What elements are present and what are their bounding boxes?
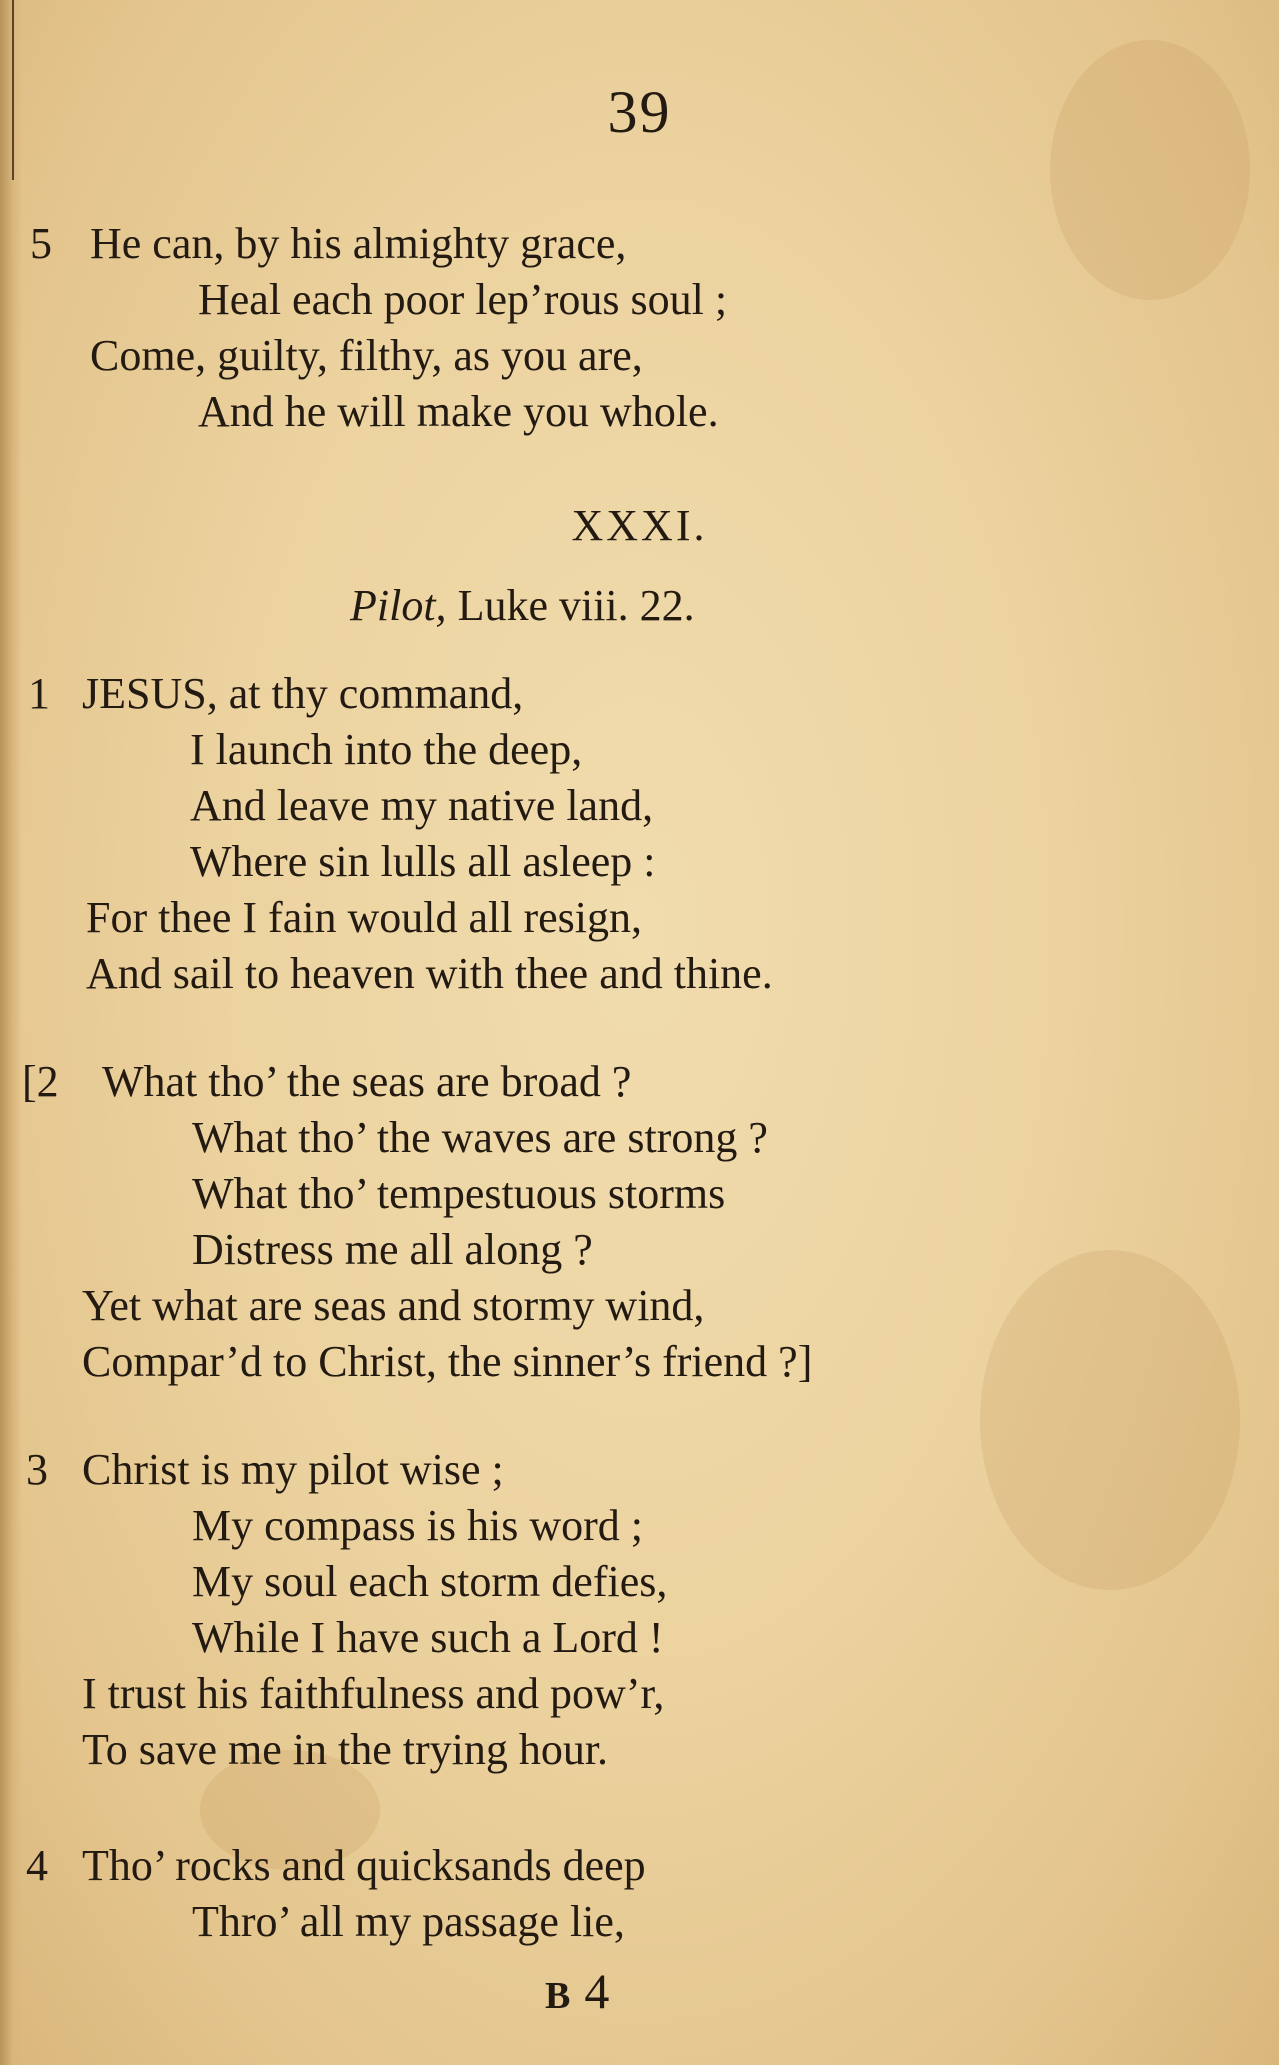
verse-line: Where sin lulls all asleep :	[190, 837, 656, 886]
verse-line: Come, guilty, filthy, as you are,	[90, 331, 643, 380]
signature-number: 4	[584, 1963, 610, 2019]
verse-line: JESUS, at thy command,	[82, 669, 524, 718]
verse-number: [2	[22, 1057, 59, 1106]
hymn-number: XXXI.	[571, 501, 708, 550]
signature-letter: B	[545, 1975, 571, 2017]
scripture-reference: Luke viii. 22.	[457, 581, 695, 630]
verse-line: What tho’ the waves are strong ?	[192, 1113, 768, 1162]
verse-line: Tho’ rocks and quicksands deep	[82, 1841, 646, 1890]
verse-line: My soul each storm defies,	[192, 1557, 668, 1606]
verse-line: Yet what are seas and stormy wind,	[82, 1281, 705, 1330]
verse-number: 1	[28, 669, 50, 718]
verse-line: I trust his faithfulness and pow’r,	[82, 1669, 665, 1718]
verse-line: My compass is his word ;	[192, 1501, 643, 1550]
verse-line: And he will make you whole.	[198, 387, 719, 436]
paper-stain	[980, 1250, 1240, 1590]
verse-line: He can, by his almighty grace,	[90, 219, 627, 268]
tune-name: Pilot,	[350, 581, 447, 630]
verse-line: Heal each poor lep’rous soul ;	[198, 275, 728, 324]
verse-line: And leave my native land,	[190, 781, 654, 830]
verse-line: What tho’ the seas are broad ?	[102, 1057, 632, 1106]
verse-line: Distress me all along ?	[192, 1225, 593, 1274]
verse-line: To save me in the trying hour.	[82, 1725, 609, 1774]
verse-number: 5	[30, 219, 52, 268]
verse-line: Thro’ all my passage lie,	[192, 1897, 625, 1946]
hymn-tune-line	[350, 580, 695, 631]
verse-line: Compar’d to Christ, the sinner’s friend ?]	[82, 1337, 813, 1386]
verse-line: I launch into the deep,	[190, 725, 583, 774]
page-spine-edge	[0, 0, 22, 2065]
verse-line: What tho’ tempestuous storms	[192, 1169, 726, 1218]
verse-number: 4	[26, 1841, 48, 1890]
printer-signature-mark	[545, 1962, 609, 2020]
verse-number: 3	[26, 1445, 48, 1494]
verse-line: For thee I fain would all resign,	[86, 893, 642, 942]
verse-line: Christ is my pilot wise ;	[82, 1445, 504, 1494]
verse-line: And sail to heaven with thee and thine.	[86, 949, 773, 998]
page-number: 39	[607, 79, 672, 145]
verse-line: While I have such a Lord !	[192, 1613, 664, 1662]
